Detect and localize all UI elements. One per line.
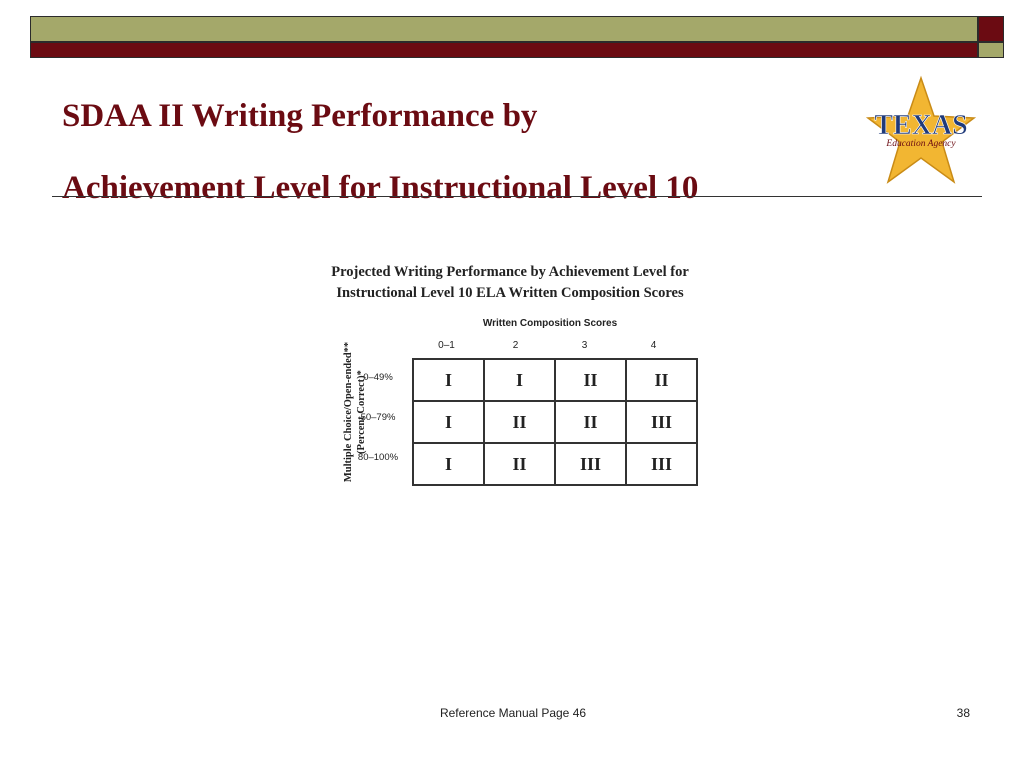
header-bar-maroon	[30, 42, 978, 58]
logo-subtitle: Education Agency	[886, 139, 956, 149]
row-label: 50–79%	[360, 412, 396, 423]
column-axis-header: Written Composition Scores	[482, 318, 618, 329]
column-label: 3	[581, 340, 588, 351]
texas-star-logo	[862, 74, 980, 192]
table-cell: I	[484, 359, 555, 401]
table-cell: II	[626, 359, 697, 401]
header-square-maroon	[978, 16, 1004, 42]
slide-title	[62, 80, 698, 224]
table-cell: I	[413, 401, 484, 443]
row-axis-label-line2: (Percent Correct)*	[356, 370, 367, 454]
slide-title-line1: SDAA II Writing Performance by	[62, 98, 538, 134]
figure-title	[270, 262, 750, 304]
logo-word: TEXAS	[874, 110, 968, 141]
row-label: 0–49%	[363, 372, 393, 383]
header-square-olive	[978, 42, 1004, 58]
table-cell: II	[555, 401, 626, 443]
table-cell: III	[555, 443, 626, 485]
row-axis-label-line1: Multiple Choice/Open-ended**	[343, 341, 354, 483]
header-bar-olive	[30, 16, 978, 42]
table-row	[413, 401, 697, 443]
footer-reference: Reference Manual Page 46	[439, 706, 587, 720]
table-cell: II	[555, 359, 626, 401]
figure-title-line2: Instructional Level 10 ELA Written Composition Scores	[336, 285, 684, 301]
table-row	[413, 359, 697, 401]
column-labels	[412, 340, 688, 354]
column-label: 2	[512, 340, 519, 351]
page-number: 38	[956, 706, 970, 720]
figure-title-line1: Projected Writing Performance by Achievement Level for	[331, 264, 689, 280]
table-cell: I	[413, 443, 484, 485]
achievement-level-table	[412, 358, 698, 486]
table-cell: II	[484, 401, 555, 443]
row-label: 80–100%	[357, 452, 399, 463]
title-divider	[52, 196, 982, 197]
table-cell: III	[626, 401, 697, 443]
table-cell: II	[484, 443, 555, 485]
table-cell: III	[626, 443, 697, 485]
table-cell: I	[413, 359, 484, 401]
slide-title-line2: Achievement Level for Instructional Level 10	[62, 170, 699, 206]
column-label: 0–1	[438, 340, 455, 351]
table-row	[413, 443, 697, 485]
column-label: 4	[650, 340, 657, 351]
